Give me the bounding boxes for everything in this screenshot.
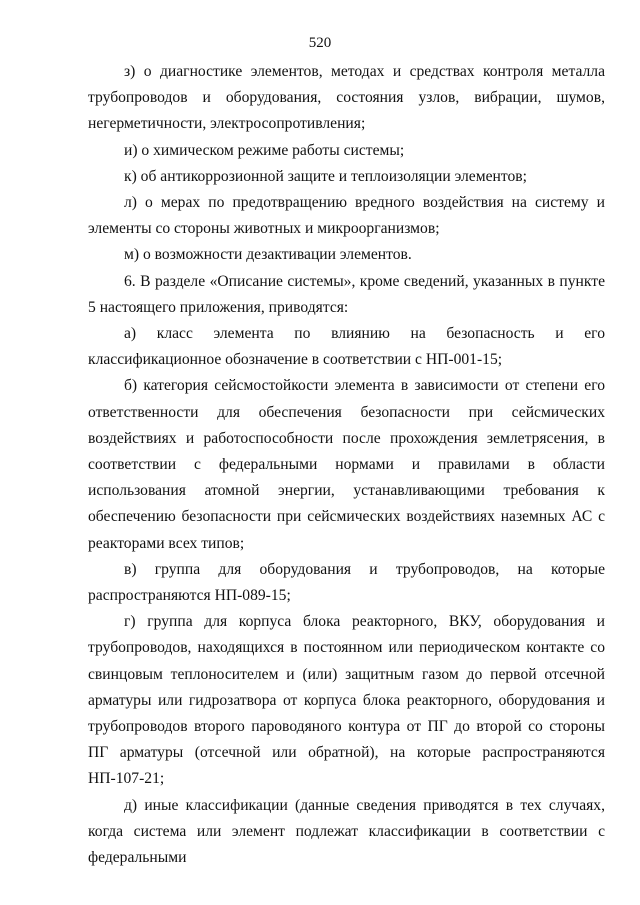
paragraph-b-seismic-category: б) категория сейсмостойкости элемента в зависимости от степени его ответственности для обеспечения безопасности при сейсмических воздействиях и работоспособности после прохождения землетрясения, в соответствии с федеральными нормами и правилами в области использования атомной энергии, устанавливающими требования к обеспечению безопасности при сейсмических воздействиях наземных АС с реакторами всех типов;	[88, 377, 605, 552]
paragraph-6-system-description: 6. В разделе «Описание системы», кроме сведений, указанных в пункте 5 настоящего приложения, приводятся:	[88, 272, 605, 316]
paragraph-i-chemical-mode: и) о химическом режиме работы системы;	[124, 141, 405, 159]
page-number: 520	[308, 35, 332, 51]
paragraph-d-other-classifications: д) иные классификации (данные сведения приводятся в тех случаях, когда система или элемент подлежат классификации в соответствии с федеральными	[88, 796, 605, 867]
paragraph-v-equipment-group: в) группа для оборудования и трубопроводов, на которые распространяются НП-089-15;	[88, 560, 605, 605]
paragraph-m-decontamination: м) о возможности дезактивации элементов.	[124, 246, 412, 264]
document-body	[88, 59, 605, 871]
paragraph-l-protection: л) о мерах по предотвращению вредного воздействия на систему и элементы со стороны животных и микроорганизмов;	[88, 194, 605, 238]
paragraph-k-anticorrosion: к) об антикоррозионной защите и теплоизоляции элементов;	[124, 167, 527, 185]
paragraph-g-reactor-group: г) группа для корпуса блока реакторного, ВКУ, оборудования и трубопроводов, находящихся в постоянном или периодическом контакте со свинцовым теплоносителем и (или) защитным газом до первой отсечной арматуры или гидрозатвора от корпуса блока реакторного, оборудования и трубопроводов второго пароводяного контура от ПГ до второй со стороны ПГ арматуры (отсечной или обратной), на которые распространяются НП-107-21;	[88, 613, 605, 788]
paragraph-z-diagnostics: з) о диагностике элементов, методах и средствах контроля металла трубопроводов и оборудования, состояния узлов, вибрации, шумов, негерметичности, электросопротивления;	[88, 63, 605, 133]
paragraph-a-safety-class: а) класс элемента по влиянию на безопасность и его классификационное обозначение в соответствии с НП-001-15;	[88, 325, 605, 369]
